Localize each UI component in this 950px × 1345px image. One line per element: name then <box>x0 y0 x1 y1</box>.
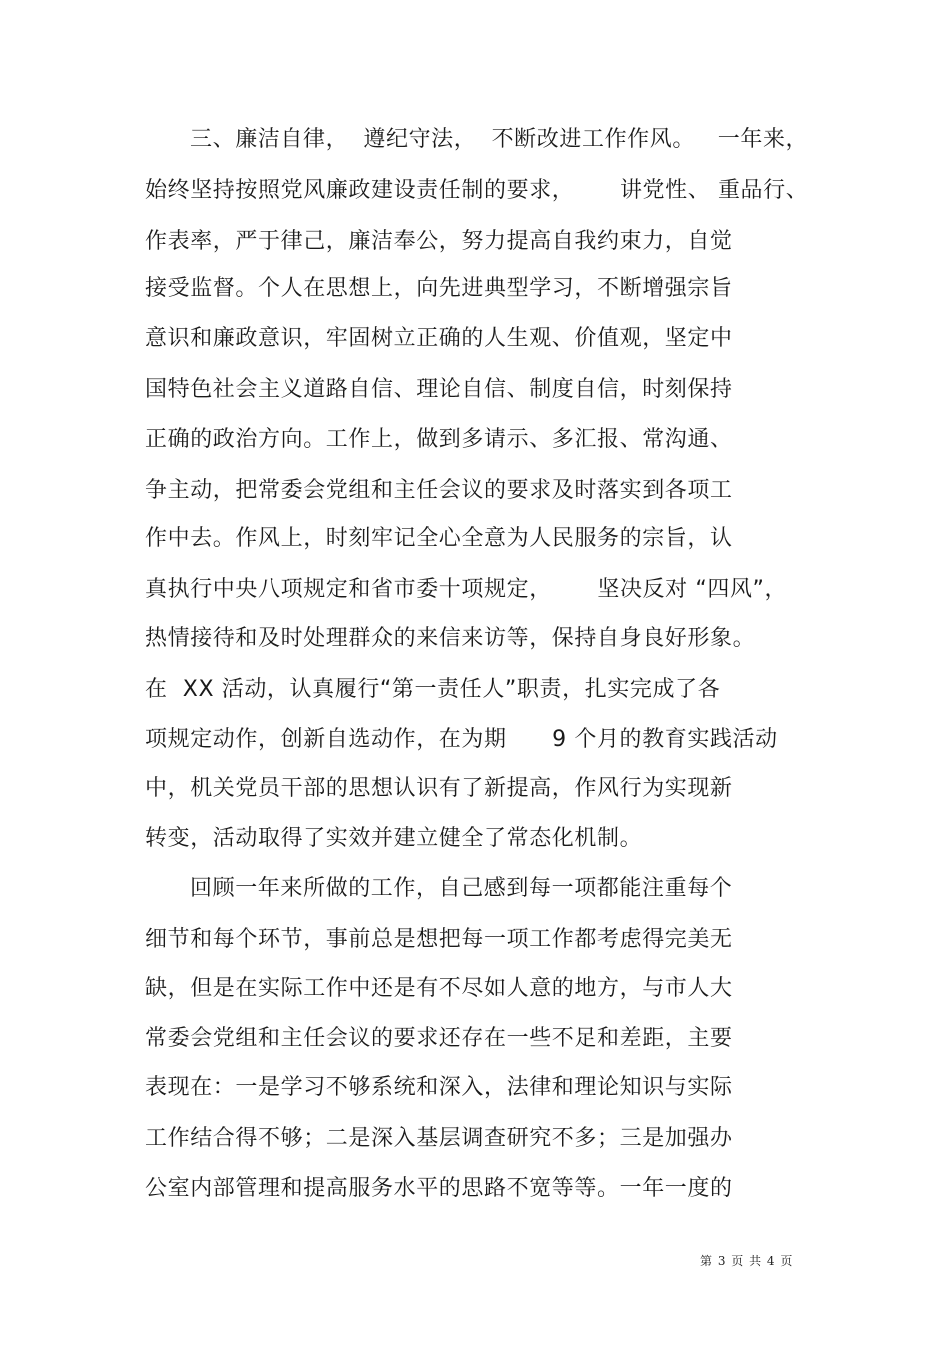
paragraph-line: 项规定动作，创新自选动作，在为期 9 个月的教育实践活动 <box>145 727 778 752</box>
paragraph-line: 细节和每个环节，事前总是想把每一项工作都考虑得完美无 <box>145 927 733 952</box>
paragraph-line: 意识和廉政意识，牢固树立正确的人生观、价值观，坚定中 <box>145 326 733 351</box>
paragraph-line: 真执行中央八项规定和省市委十项规定， 坚决反对 “四风”， <box>145 577 788 602</box>
paragraph-line: 中，机关党员干部的思想认识有了新提高，作风行为实现新 <box>145 776 733 801</box>
paragraph-line: 工作结合得不够；二是深入基层调查研究不多；三是加强办 <box>145 1126 733 1151</box>
paragraph-line: 公室内部管理和提高服务水平的思路不宽等等。一年一度的 <box>145 1176 733 1201</box>
paragraph-line: 表现在：一是学习不够系统和深入，法律和理论知识与实际 <box>145 1075 733 1100</box>
paragraph-line: 作中去。作风上，时刻牢记全心全意为人民服务的宗旨，认 <box>145 526 733 551</box>
paragraph-line: 常委会党组和主任会议的要求还存在一些不足和差距，主要 <box>145 1026 733 1051</box>
paragraph-line: 热情接待和及时处理群众的来信来访等，保持自身良好形象。 <box>145 626 756 651</box>
paragraph-line: 回顾一年来所做的工作，自己感到每一项都能注重每个 <box>190 876 733 901</box>
paragraph-line: 缺，但是在实际工作中还是有不尽如人意的地方，与市人大 <box>145 976 733 1001</box>
paragraph-line: 始终坚持按照党风廉政建设责任制的要求， 讲党性、 重品行、 <box>145 178 809 203</box>
page-number: 第 3 页 共 4 页 <box>700 1254 794 1268</box>
paragraph-line: 接受监督。个人在思想上，向先进典型学习，不断增强宗旨 <box>145 276 733 301</box>
paragraph-line: 国特色社会主义道路自信、理论自信、制度自信，时刻保持 <box>145 377 733 402</box>
paragraph-line: 在 XX 活动，认真履行“第一责任人”职责，扎实完成了各 <box>145 677 721 702</box>
paragraph-line: 转变，活动取得了实效并建立健全了常态化机制。 <box>145 826 643 851</box>
paragraph-line: 作表率，严于律己，廉洁奉公，努力提高自我约束力，自觉 <box>145 229 733 254</box>
paragraph-line: 正确的政治方向。工作上，做到多请示、多汇报、常沟通、 <box>145 427 733 452</box>
paragraph-line: 争主动，把常委会党组和主任会议的要求及时落实到各项工 <box>145 478 733 503</box>
paragraph-line: 三、廉洁自律， 遵纪守法， 不断改进工作作风。 一年来， <box>190 127 809 152</box>
